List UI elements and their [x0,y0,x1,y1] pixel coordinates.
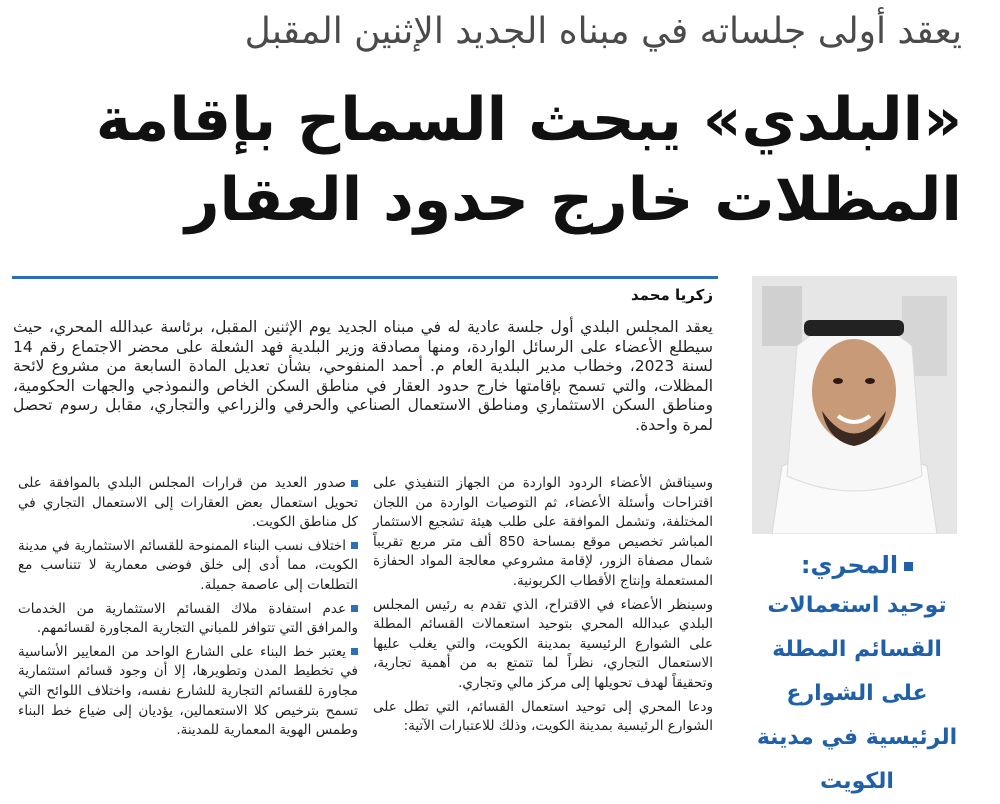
article-headline [42,80,962,240]
headline-line-2: المظلات خارج حدود العقار [184,165,962,235]
portrait-photo [752,276,957,534]
body-paragraph: وسينظر الأعضاء في الاقتراح، الذي تقدم به رئيس المجلس البلدي عبدالله المحري بتوحيد استعمالات القسائم المطلة على الشوارع الرئيسية بمدينة الكويت، والتي يغلب عليها الاستعمال التجاري، نظراً لما تتمتع به من أهمية تجارية، وتحقيقاً لهدف تحويلها إلى مركز مالي وتجاري. [373,596,713,691]
section-divider [12,276,718,279]
portrait-illustration [752,276,957,534]
square-bullet-icon [904,562,913,571]
headline-line-1: «البلدي» يبحث السماح بإقامة [95,85,962,155]
pull-quote-speaker [752,548,962,582]
bullet-point: صدور العديد من قرارات المجلس البلدي بالموافقة على تحويل استعمال بعض العقارات إلى الاستعمال التجاري في كل مناطق الكويت. [18,474,358,533]
article-intro: يعقد المجلس البلدي أول جلسة عادية له في مبناه الجديد يوم الإثنين المقبل، برئاسة عبدالله المحري، حيث سيطلع الأعضاء على الرسائل الواردة، ومنها مصادقة وزير البلدية فهد الشعلة على محضر الاجتماع رقم 14 لسنة 2023، وخطاب مدير البلدية العام م. أحمد المنفوحي، بشأن تعديل المادة السابعة من مشروع لائحة المظلات، والتي تسمح بإقامتها خارج حدود العقار في مناطق السكن الخاص والنموذجي والجهات الحكومية، ومناطق السكن الاستثماري ومناطق الاستعمال الصناعي والحرفي والزراعي والتجاري، مقابل رسوم تحصل لمرة واحدة. [13,318,713,434]
body-column-right [373,474,713,741]
bullet-point: اختلاف نسب البناء الممنوحة للقسائم الاستثمارية في مدينة الكويت، مما أدى إلى خلق فوضى معمارية لا تتناسب مع التطلعات إلى عاصمة جميلة. [18,537,358,596]
body-paragraph: ودعا المحري إلى توحيد استعمال القسائم، التي تطل على الشوارع الرئيسية بمدينة الكويت، وذلك للاعتبارات الآتية: [373,698,713,735]
pull-quote-text: توحيد استعمالات القسائم المطلة على الشوارع الرئيسية في مدينة الكويت [756,593,958,794]
article-kicker: يعقد أولى جلساته في مبناه الجديد الإثنين المقبل [244,11,962,52]
body-paragraph: وسيناقش الأعضاء الردود الواردة من الجهاز التنفيذي على اقتراحات وأسئلة الأعضاء، ثم التوصيات الواردة من اللجان المختلفة، وتشمل الموافقة على طلب هيئة تشجيع الاستثمار المباشر تخصيص موقع بمساحة 850 ألف متر مربع تقريباً شمال مصفاة الزور، لإقامة مشروعي معالجة المواد الحفازة المستعملة وإنتاج الأقطاب الكربونية. [373,475,714,589]
bullet-point: يعتبر خط البناء على الشارع الواحد من المعايير الأساسية في تخطيط المدن وتطويرها، إلا أن وجود قسائم استثمارية مجاورة للقسائم التجارية للشارع نفسه، واختلاف اللوائح التي تسمح بترخيص كلا الاستعمالين، يؤديان إلى ضياع خط البناء وطمس الهوية المعمارية للمدينة. [18,643,358,741]
byline: زكريا محمد [631,286,713,304]
pull-quote-speaker-name: المحري: [800,551,899,579]
pull-quote [752,548,962,804]
body-column-left [18,474,358,745]
bullet-point: عدم استفادة ملاك القسائم الاستثمارية من الخدمات والمرافق التي تتوافر للمباني التجارية المجاورة لقسائمهم. [18,600,358,639]
